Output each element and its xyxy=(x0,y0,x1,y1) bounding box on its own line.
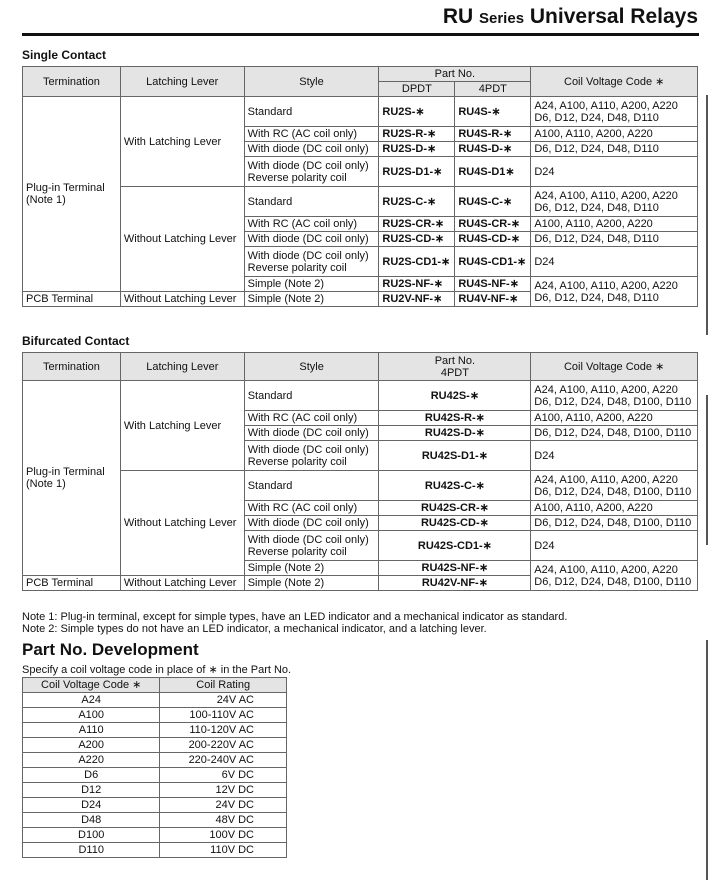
col-header-latching-lever: Latching Lever xyxy=(120,353,244,381)
part-no-dpdt: RU2S-D1-∗ xyxy=(379,157,455,187)
part-no-4pdt: RU4S-D1∗ xyxy=(455,157,531,187)
page-edge-line xyxy=(706,395,708,545)
code-cell: D100 xyxy=(23,828,160,843)
coil-code-cell: A24, A100, A110, A200, A220 D6, D12, D24, D48, D110 xyxy=(531,187,698,217)
rating-cell: 12V DC xyxy=(160,783,287,798)
coil-code-cell: A24, A100, A110, A200, A220 D6, D12, D24, D48, D100, D110 xyxy=(531,471,698,501)
latching-cell: Without Latching Lever xyxy=(120,292,244,307)
latching-cell: Without Latching Lever xyxy=(120,187,244,292)
part-no-4pdt: RU4V-NF-∗ xyxy=(455,292,531,307)
page-edge-line xyxy=(706,640,708,880)
code-cell: A100 xyxy=(23,708,160,723)
col-header-dpdt: DPDT xyxy=(379,82,455,97)
code-cell: D110 xyxy=(23,843,160,858)
page-title xyxy=(443,5,698,29)
style-cell: With diode (DC coil only) Reverse polarity coil xyxy=(244,441,379,471)
style-cell: With RC (AC coil only) xyxy=(244,127,379,142)
code-cell: D12 xyxy=(23,783,160,798)
part-no-cell: RU42S-D-∗ xyxy=(379,426,531,441)
table-row xyxy=(23,708,287,723)
code-cell: A200 xyxy=(23,738,160,753)
style-cell: Simple (Note 2) xyxy=(244,277,379,292)
col-header-termination: Termination xyxy=(23,353,121,381)
style-cell: Standard xyxy=(244,97,379,127)
table-row xyxy=(23,828,287,843)
style-cell: With RC (AC coil only) xyxy=(244,411,379,426)
coil-code-cell: D6, D12, D24, D48, D100, D110 xyxy=(531,516,698,531)
part-no-dpdt: RU2S-CR-∗ xyxy=(379,217,455,232)
part-no-cell: RU42S-CD-∗ xyxy=(379,516,531,531)
col-header-coil-rating: Coil Rating xyxy=(160,678,287,693)
code-cell: A110 xyxy=(23,723,160,738)
part-no-4pdt: RU4S-∗ xyxy=(455,97,531,127)
rating-cell: 110V DC xyxy=(160,843,287,858)
coil-code-cell: D24 xyxy=(531,157,698,187)
style-cell: With diode (DC coil only) xyxy=(244,516,379,531)
series-name: RU xyxy=(442,5,474,28)
table-header-row xyxy=(23,678,287,693)
header-rule xyxy=(22,33,699,36)
style-cell: With diode (DC coil only) Reverse polarity coil xyxy=(244,157,379,187)
style-cell: With RC (AC coil only) xyxy=(244,217,379,232)
code-cell: D48 xyxy=(23,813,160,828)
single-contact-heading: Single Contact xyxy=(22,48,107,62)
code-cell: D6 xyxy=(23,768,160,783)
table-row xyxy=(23,693,287,708)
coil-code-cell: D24 xyxy=(531,441,698,471)
coil-code-cell: A100, A110, A200, A220 xyxy=(531,411,698,426)
note-2: Note 2: Simple types do not have an LED indicator, a mechanical indicator, and a latching lever. xyxy=(22,623,487,635)
table-header-row xyxy=(23,353,698,381)
part-no-cell: RU42S-NF-∗ xyxy=(379,561,531,576)
style-cell: With diode (DC coil only) xyxy=(244,426,379,441)
part-no-cell: RU42S-∗ xyxy=(379,381,531,411)
single-contact-table xyxy=(22,66,698,307)
rating-cell: 110-120V AC xyxy=(160,723,287,738)
latching-cell: With Latching Lever xyxy=(120,97,244,187)
style-cell: Simple (Note 2) xyxy=(244,561,379,576)
col-header-termination: Termination xyxy=(23,67,121,97)
part-no-development-heading: Part No. Development xyxy=(22,640,199,659)
part-no-cell: RU42S-R-∗ xyxy=(379,411,531,426)
part-no-4pdt: RU4S-CD-∗ xyxy=(455,232,531,247)
rating-cell: 48V DC xyxy=(160,813,287,828)
part-no-4pdt: RU4S-D-∗ xyxy=(455,142,531,157)
table-row xyxy=(23,738,287,753)
part-no-cell: RU42S-CR-∗ xyxy=(379,501,531,516)
rating-cell: 220-240V AC xyxy=(160,753,287,768)
bifurcated-contact-table xyxy=(22,352,698,591)
rating-cell: 100-110V AC xyxy=(160,708,287,723)
coil-code-cell: A24, A100, A110, A200, A220 D6, D12, D24, D48, D110 xyxy=(531,97,698,127)
coil-code-cell: D24 xyxy=(531,247,698,277)
style-cell: Standard xyxy=(244,471,379,501)
termination-cell: PCB Terminal xyxy=(23,576,121,591)
style-cell: Standard xyxy=(244,187,379,217)
termination-cell: Plug-in Terminal (Note 1) xyxy=(23,381,121,576)
part-no-dpdt: RU2S-∗ xyxy=(379,97,455,127)
series-word: Series xyxy=(479,10,525,27)
style-cell: Standard xyxy=(244,381,379,411)
part-no-cell: RU42V-NF-∗ xyxy=(379,576,531,591)
part-no-dpdt: RU2S-CD-∗ xyxy=(379,232,455,247)
rating-cell: 100V DC xyxy=(160,828,287,843)
part-no-dpdt: RU2S-CD1-∗ xyxy=(379,247,455,277)
table-row xyxy=(23,783,287,798)
rating-cell: 200-220V AC xyxy=(160,738,287,753)
col-header-style: Style xyxy=(244,67,379,97)
col-header-coil-voltage-code: Coil Voltage Code ∗ xyxy=(531,353,698,381)
termination-cell: Plug-in Terminal (Note 1) xyxy=(23,97,121,292)
col-header-part-no-4pdt: Part No. 4PDT xyxy=(379,353,531,381)
style-cell: Simple (Note 2) xyxy=(244,292,379,307)
table-row xyxy=(23,768,287,783)
part-no-4pdt: RU4S-CR-∗ xyxy=(455,217,531,232)
style-cell: Simple (Note 2) xyxy=(244,576,379,591)
col-header-coil-voltage-code: Coil Voltage Code ∗ xyxy=(531,67,698,97)
table-row xyxy=(23,753,287,768)
note-1: Note 1: Plug-in terminal, except for simple types, have an LED indicator and a mechanical indicator as standard. xyxy=(22,611,568,623)
style-cell: With diode (DC coil only) xyxy=(244,142,379,157)
latching-cell: With Latching Lever xyxy=(120,381,244,471)
table-row xyxy=(23,97,698,127)
col-header-coil-voltage-code: Coil Voltage Code ∗ xyxy=(23,678,160,693)
termination-cell: PCB Terminal xyxy=(23,292,121,307)
col-header-part-no: Part No. xyxy=(379,67,531,82)
latching-cell: Without Latching Lever xyxy=(120,576,244,591)
table-row xyxy=(23,813,287,828)
col-header-style: Style xyxy=(244,353,379,381)
code-cell: D24 xyxy=(23,798,160,813)
part-no-dpdt: RU2V-NF-∗ xyxy=(379,292,455,307)
style-cell: With diode (DC coil only) Reverse polarity coil xyxy=(244,531,379,561)
part-no-dpdt: RU2S-R-∗ xyxy=(379,127,455,142)
table-row xyxy=(23,187,698,217)
coil-code-cell: A24, A100, A110, A200, A220 D6, D12, D24, D48, D100, D110 xyxy=(531,381,698,411)
notes xyxy=(22,611,567,635)
col-header-4pdt: 4PDT xyxy=(455,82,531,97)
coil-code-cell: D24 xyxy=(531,531,698,561)
code-cell: A220 xyxy=(23,753,160,768)
part-no-dpdt: RU2S-C-∗ xyxy=(379,187,455,217)
rating-cell: 6V DC xyxy=(160,768,287,783)
style-cell: With diode (DC coil only) Reverse polarity coil xyxy=(244,247,379,277)
part-no-4pdt: RU4S-NF-∗ xyxy=(455,277,531,292)
style-cell: With diode (DC coil only) xyxy=(244,232,379,247)
coil-code-cell: A100, A110, A200, A220 xyxy=(531,127,698,142)
col-header-latching-lever: Latching Lever xyxy=(120,67,244,97)
page-edge-line xyxy=(706,95,708,335)
coil-rating-table xyxy=(22,677,287,858)
table-row xyxy=(23,471,698,501)
coil-code-cell: D6, D12, D24, D48, D110 xyxy=(531,232,698,247)
part-no-cell: RU42S-C-∗ xyxy=(379,471,531,501)
coil-code-cell: A24, A100, A110, A200, A220 D6, D12, D24, D48, D110 xyxy=(531,277,698,307)
product-title: Universal Relays xyxy=(529,5,698,28)
table-row xyxy=(23,381,698,411)
rating-cell: 24V DC xyxy=(160,798,287,813)
part-no-cell: RU42S-D1-∗ xyxy=(379,441,531,471)
table-header-row xyxy=(23,67,698,82)
latching-cell: Without Latching Lever xyxy=(120,471,244,576)
part-no-4pdt: RU4S-C-∗ xyxy=(455,187,531,217)
coil-code-cell: A100, A110, A200, A220 xyxy=(531,217,698,232)
rating-cell: 24V AC xyxy=(160,693,287,708)
part-no-4pdt: RU4S-R-∗ xyxy=(455,127,531,142)
coil-code-cell: D6, D12, D24, D48, D110 xyxy=(531,142,698,157)
table-row xyxy=(23,798,287,813)
table-row xyxy=(23,723,287,738)
coil-code-cell: D6, D12, D24, D48, D100, D110 xyxy=(531,426,698,441)
development-instruction: Specify a coil voltage code in place of ∗ in the Part No. xyxy=(22,664,292,676)
part-no-dpdt: RU2S-D-∗ xyxy=(379,142,455,157)
style-cell: With RC (AC coil only) xyxy=(244,501,379,516)
coil-code-cell: A100, A110, A200, A220 xyxy=(531,501,698,516)
part-no-dpdt: RU2S-NF-∗ xyxy=(379,277,455,292)
page-header xyxy=(0,0,709,34)
part-no-cell: RU42S-CD1-∗ xyxy=(379,531,531,561)
bifurcated-contact-heading: Bifurcated Contact xyxy=(22,334,130,348)
table-row xyxy=(23,843,287,858)
part-no-4pdt: RU4S-CD1-∗ xyxy=(455,247,531,277)
code-cell: A24 xyxy=(23,693,160,708)
coil-code-cell: A24, A100, A110, A200, A220 D6, D12, D24, D48, D100, D110 xyxy=(531,561,698,591)
